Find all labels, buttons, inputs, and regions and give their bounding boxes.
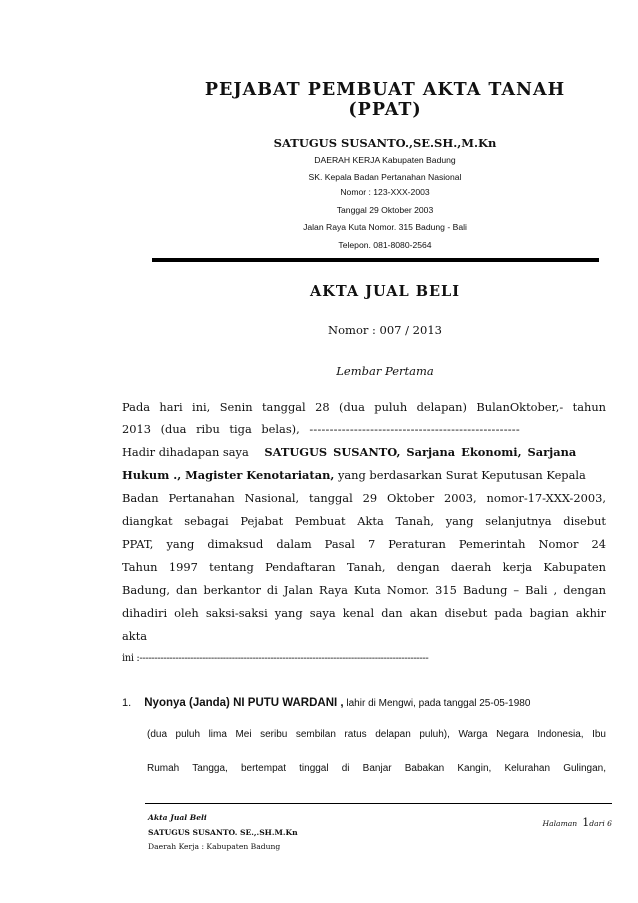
office-subtitle: (PPAT) bbox=[348, 100, 422, 120]
sk-date: Tanggal 29 Oktober 2003 bbox=[336, 205, 434, 215]
work-area: DAERAH KERJA Kabupaten Badung bbox=[314, 155, 456, 165]
footer-divider bbox=[145, 803, 612, 804]
body-text: Hadir dihadapan saya bbox=[122, 445, 249, 459]
footer-doc-title: Akta Jual Beli bbox=[148, 813, 207, 822]
footer-page-label: Halaman bbox=[542, 819, 578, 828]
body-line: Badung, dan berkantor di Jalan Raya Kuta Nomor. 315 Badung – Bali , dengan bbox=[122, 583, 606, 597]
body-line: ini :------------------------------------------------------------------------------------------------- bbox=[122, 653, 429, 664]
sk-number: Nomor : 123-XXX-2003 bbox=[340, 187, 430, 197]
body-text: 2013 (dua ribu tiga belas), bbox=[122, 422, 300, 436]
footer-page-total: dari 6 bbox=[589, 819, 612, 828]
footer-page-number: 1 bbox=[582, 816, 590, 829]
party-line bbox=[122, 697, 530, 709]
footer-area: Daerah Kerja : Kabupaten Badung bbox=[148, 842, 281, 851]
sk-line: SK. Kepala Badan Pertanahan Nasional bbox=[308, 172, 462, 182]
body-text: yang berdasarkan Surat Keputusan Kepala bbox=[334, 468, 586, 482]
ppat-name-bold: SATUGUS SUSANTO, Sarjana Ekonomi, Sarjana bbox=[264, 445, 577, 459]
body-line: Tahun 1997 tentang Pendaftaran Tanah, dengan daerah kerja Kabupaten bbox=[122, 560, 606, 574]
office-phone: Telepon. 081-8080-2564 bbox=[338, 240, 432, 250]
deed-number: Nomor : 007 / 2013 bbox=[328, 323, 442, 337]
body-line bbox=[122, 441, 606, 463]
office-title: PEJABAT PEMBUAT AKTA TANAH bbox=[204, 80, 566, 100]
official-name: SATUGUS SUSANTO.,SE.SH.,M.Kn bbox=[273, 136, 497, 150]
party-line: Rumah Tangga, bertempat tinggal di Banjar Babakan Kangin, Kelurahan Gulingan, bbox=[147, 763, 606, 774]
party-text: lahir di Mengwi, pada tanggal 25-05-1980 bbox=[343, 698, 531, 709]
sheet-label: Lembar Pertama bbox=[336, 364, 434, 378]
deed-title: AKTA JUAL BELI bbox=[310, 283, 460, 300]
party-line: (dua puluh lima Mei seribu sembilan ratus delapan puluh), Warga Negara Indonesia, Ibu bbox=[147, 729, 606, 740]
body-line bbox=[122, 464, 606, 486]
body-line: dihadiri oleh saksi-saksi yang saya kenal dan akan disebut pada bagian akhir bbox=[122, 606, 606, 620]
body-line: akta bbox=[122, 629, 148, 643]
dash-filler: ---------------------------------------------------- bbox=[309, 422, 520, 436]
body-line: Badan Pertanahan Nasional, tanggal 29 Oktober 2003, nomor-17-XXX-2003, bbox=[122, 491, 606, 505]
party-name-bold: Nyonya (Janda) NI PUTU WARDANI , bbox=[144, 697, 344, 709]
ppat-degree-bold: Hukum ., Magister Kenotariatan, bbox=[122, 468, 335, 482]
footer-page-indicator bbox=[480, 811, 612, 830]
body-line: Pada hari ini, Senin tanggal 28 (dua puluh delapan) BulanOktober,- tahun bbox=[122, 400, 606, 414]
item-number: 1. bbox=[122, 697, 132, 709]
body-line: PPAT, yang dimaksud dalam Pasal 7 Peraturan Pemerintah Nomor 24 bbox=[122, 537, 606, 551]
office-address: Jalan Raya Kuta Nomor. 315 Badung - Bali bbox=[303, 222, 467, 232]
body-line: diangkat sebagai Pejabat Pembuat Akta Tanah, yang selanjutnya disebut bbox=[122, 514, 606, 528]
footer-official: SATUGUS SUSANTO. SE.,.SH.M.Kn bbox=[148, 828, 298, 837]
body-line bbox=[122, 418, 606, 440]
header-divider bbox=[152, 258, 599, 262]
